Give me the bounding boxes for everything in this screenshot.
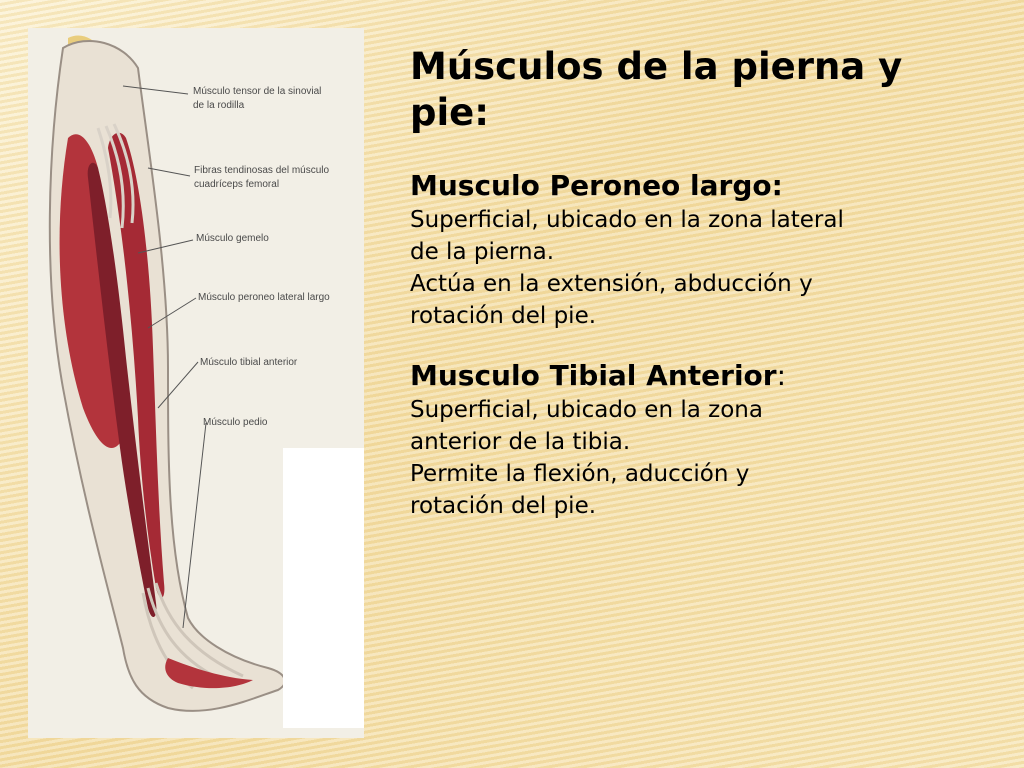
section-line: Actúa en la extensión, abducción y [410, 271, 813, 297]
leg-muscles-drawing [28, 28, 364, 738]
section-line: rotación del pie. [410, 303, 597, 329]
label-tensor-sinovial-1: Músculo tensor de la sinovial [193, 86, 322, 97]
slide-title-line2: pie: [410, 91, 490, 134]
label-peroneo-lateral-largo: Músculo peroneo lateral largo [198, 292, 330, 303]
section-heading [410, 168, 1000, 204]
label-tibial-anterior: Músculo tibial anterior [200, 357, 298, 368]
section-heading [410, 358, 1000, 394]
heading-suffix: : [776, 359, 787, 392]
section-line: anterior de la tibia. [410, 429, 631, 455]
white-mask-block [283, 448, 364, 728]
label-pedio: Músculo pedio [203, 417, 268, 428]
leg-anatomy-illustration [28, 28, 364, 738]
label-tensor-sinovial-2: de la rodilla [193, 100, 245, 111]
section-line: Superficial, ubicado en la zona [410, 397, 763, 423]
heading-text: Musculo Peroneo largo: [410, 169, 783, 202]
section-line: Superficial, ubicado en la zona lateral [410, 207, 844, 233]
label-fibras-tendinosas-2: cuadríceps femoral [194, 179, 280, 190]
slide-text-panel [410, 44, 1000, 522]
label-gemelo: Músculo gemelo [196, 233, 269, 244]
section-line: rotación del pie. [410, 493, 597, 519]
heading-text: Musculo Tibial Anterior [410, 359, 777, 392]
section-peroneo-largo [410, 168, 1000, 332]
section-line: de la pierna. [410, 239, 555, 265]
slide-title [410, 44, 1000, 136]
slide-title-line1: Músculos de la pierna y [410, 45, 903, 88]
section-tibial-anterior [410, 358, 1000, 522]
label-fibras-tendinosas-1: Fibras tendinosas del músculo [194, 165, 330, 176]
section-line: Permite la flexión, aducción y [410, 461, 750, 487]
white-mask-block-2 [298, 508, 364, 548]
